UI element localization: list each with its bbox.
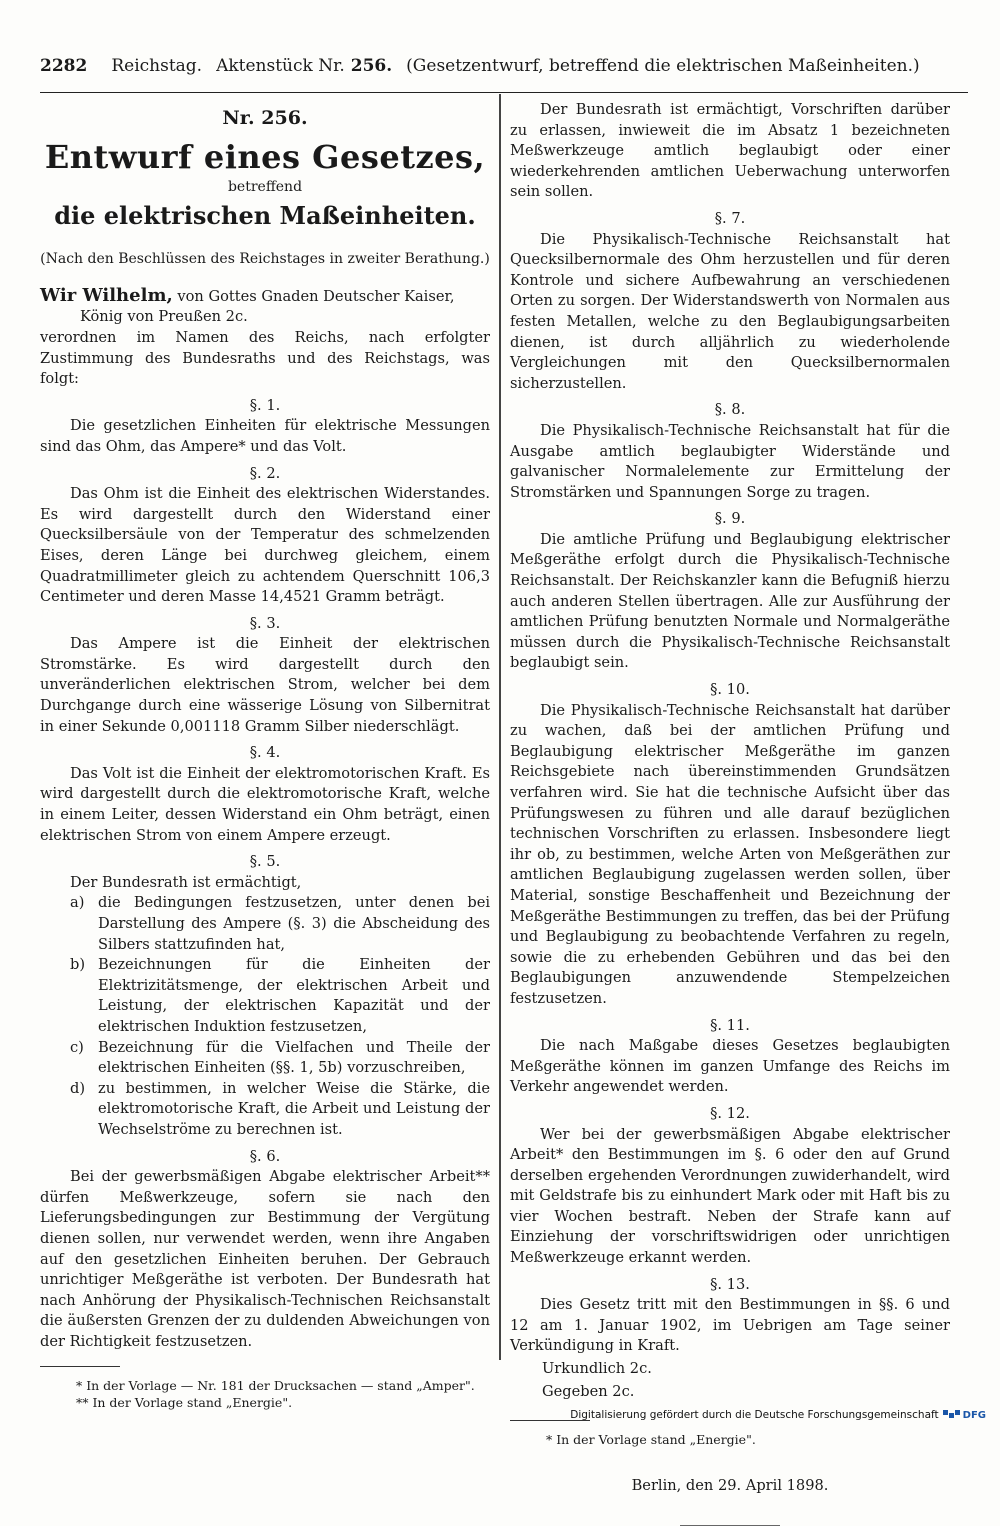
section-2-text: Das Ohm ist die Einheit des elektrischen Widerstandes. Es wird dargestellt durch den Widerstand einer Quecksilbersäule von der Temperatur des schmelzenden Eises, deren Länge bei durchweg gleichem, einem Quadratmillimeter gleich zu achtendem Querschnitt 106,3 Centimeter und deren Masse 14,4521 Gramm beträgt. [40, 485, 490, 606]
place-and-date: Berlin, den 29. April 1898. [631, 1477, 829, 1495]
dfg-logo-icon [943, 1410, 986, 1421]
footnote-1: * In der Vorlage — Nr. 181 der Drucksachen — stand „Amper". [76, 1378, 475, 1394]
document-subtitle: die elektrischen Maßeinheiten. [54, 201, 476, 231]
running-title-subject: (Gesetzentwurf, betreffend die elektrischen Maßeinheiten.) [406, 56, 920, 76]
section-5-list [40, 893, 490, 1140]
preamble-wir: Wir Wilhelm, [40, 284, 173, 306]
preamble-line-1 [40, 286, 490, 308]
procedural-note: (Nach den Beschlüssen des Reichstages in zweiter Berathung.) [40, 251, 490, 268]
section-4-text: Das Volt ist die Einheit der elektromotorischen Kraft. Es wird dargestellt durch die elektromotorische Kraft, welche in einem Leiter, dessen Widerstand ein Ohm beträgt, einen elektrischen Strom von einem Ampere erzeugt. [40, 764, 490, 844]
section-1-heading: §. 1. [249, 396, 281, 414]
section-6-text: Bei der gewerbsmäßigen Abgabe elektrischer Arbeit** dürfen Meßwerkzeuge, sofern sie nach den Lieferungsbedingungen zur Bestimmung der Vergütung dienen sollen, nur verwendet werden, wenn ihre Angaben auf den gesetzlichen Einheiten beruhen. Der Gebrauch unrichtiger Meßgeräthe ist verboten. Der Bundesrath hat nach Anhörung der Physikalisch-Technischen Reichsanstalt die äußersten Grenzen der zu duldenden Abweichungen von der Richtigkeit festzusetzen. [40, 1168, 490, 1350]
footnote-2: ** In der Vorlage stand „Energie". [76, 1395, 293, 1411]
list-item-text: Bezeichnungen für die Einheiten der Elektrizitätsmenge, der elektrischen Arbeit und Leistung, der elektrischen Kapazität und der elektrischen Induktion festzusetzen, [98, 956, 490, 1035]
section-9-text: Die amtliche Prüfung und Beglaubigung elektrischer Meßgeräthe erfolgt durch die Physikalisch-Technische Reichsanstalt. Der Reichskanzler kann die Befugniß hierzu auch anderen Stellen übertragen. Alle zur Ausführung der amtlichen Prüfung benutzten Normale und Normalgeräthe müssen durch die Physikalisch-Technische Reichsanstalt beglaubigt sein. [510, 530, 950, 672]
section-7-text: Die Physikalisch-Technische Reichsanstalt hat Quecksilbernormale des Ohm herzustellen und für deren Kontrole und sichere Aufbewahrung an verschiedenen Orten zu sorgen. Der Widerstandswerth von Normalen aus festen Metallen, welche zu den Beglaubigungsarbeiten dienen, ist durch alljährlich zu wiederholende Vergleichungen mit den Quecksilbernormalen sicherzustellen. [510, 230, 950, 392]
section-12-heading: §. 12. [710, 1104, 750, 1122]
list-item-text: zu bestimmen, in welcher Weise die Stärke, die elektromotorische Kraft, die Arbeit und Leistung der Wechselströme zu berechnen ist. [98, 1079, 490, 1138]
column-divider [499, 94, 501, 1360]
left-column [40, 100, 490, 1411]
footnote-right: * In der Vorlage stand „Energie". [546, 1432, 756, 1448]
footnote-rule [40, 1366, 120, 1367]
section-2-heading: §. 2. [249, 464, 281, 482]
section-5-intro: Der Bundesrath ist ermächtigt, [70, 873, 302, 891]
list-item-label: d) [70, 1079, 86, 1097]
betreffend-label: betreffend [227, 178, 303, 195]
running-title-aktenstueck: Aktenstück Nr. [216, 56, 345, 76]
dfg-squares-icon [943, 1410, 961, 1421]
preamble-line-3: verordnen im Namen des Reichs, nach erfolgter Zustimmung des Bundesraths und des Reichstags, was folgt: [40, 328, 490, 388]
section-6-continuation: Der Bundesrath ist ermächtigt, Vorschriften darüber zu erlassen, inwieweit die im Absatz 1 bezeichneten Meßwerkzeuge amtlich beglaubigt oder einer wiederkehrenden amtlichen Ueberwachung unterworfen sein sollen. [510, 101, 950, 201]
digitization-credit [570, 1409, 986, 1421]
list-item-label: c) [70, 1038, 84, 1056]
document-number: Nr. 256. [222, 107, 308, 129]
list-item-label: b) [70, 956, 86, 974]
list-item [70, 893, 490, 955]
list-item-text: die Bedingungen festzusetzen, unter denen bei Darstellung des Ampere (§. 3) die Abscheidung des Silbers stattzufinden hat, [98, 894, 490, 953]
credit-text: Digitalisierung gefördert durch die Deutsche Forschungsgemeinschaft [570, 1409, 939, 1421]
section-13-text: Dies Gesetz tritt mit den Bestimmungen in §§. 6 und 12 am 1. Januar 1902, im Uebrigen am Tage seiner Verkündigung in Kraft. [510, 1296, 950, 1355]
section-13-heading: §. 13. [710, 1275, 750, 1293]
running-title-number: 256. [350, 56, 393, 76]
list-item-text: Bezeichnung für die Vielfachen und Theile der elektrischen Einheiten (§§. 1, 5b) vorzuschreiben, [98, 1038, 490, 1077]
section-6-heading: §. 6. [249, 1147, 281, 1165]
section-8-heading: §. 8. [714, 401, 746, 419]
list-item-label: a) [70, 894, 85, 912]
section-3-text: Das Ampere ist die Einheit der elektrischen Stromstärke. Es wird dargestellt durch den unveränderlichen elektrischen Strom, welcher bei dem Durchgange durch eine wässerige Lösung von Silbernitrat in einer Sekunde 0,001118 Gramm Silber niederschlägt. [40, 635, 490, 735]
section-5-heading: §. 5. [249, 853, 281, 871]
right-column [510, 100, 950, 1526]
section-9-heading: §. 9. [714, 510, 746, 528]
running-header [40, 56, 968, 93]
section-10-text: Die Physikalisch-Technische Reichsanstalt hat darüber zu wachen, daß bei der amtlichen Prüfung und Beglaubigung elektrischer Meßgeräthe im ganzen Reichsgebiete nach übereinstimmenden Grundsätzen verfahren wird. Sie hat die technische Aufsicht über das Prüfungswesen zu führen und alle darauf bezüglichen technischen Vorschriften zu erlassen. Insbesondere liegt ihr ob, zu bestimmen, welche Arten von Meßgeräthen zur amtlichen Beglaubigung zugelassen werden sollen, über Material, sonstige Beschaffenheit und Bezeichnung der Meßgeräthe Bestimmungen zu treffen, das bei der Prüfung und Beglaubigung zu beobachtende Verfahren zu regeln, sowie die zu erhebenden Gebühren und das bei den Beglaubigungen anzuwendende Stempelzeichen festzusetzen. [510, 701, 950, 1007]
section-8-text: Die Physikalisch-Technische Reichsanstalt hat für die Ausgabe amtlich beglaubigter Widerstände und galvanischer Normalelemente zur Ermittelung der Stromstärken und Spannungen Sorge zu tragen. [510, 421, 950, 501]
signature-urkundlich: Urkundlich 2c. [542, 1360, 652, 1378]
document-title: Entwurf eines Gesetzes, [44, 137, 486, 176]
list-item [70, 955, 490, 1037]
section-3-heading: §. 3. [249, 614, 281, 632]
preamble-line-2: König von Preußen 2c. [80, 308, 248, 326]
section-4-heading: §. 4. [249, 744, 281, 762]
section-11-text: Die nach Maßgabe dieses Gesetzes beglaubigten Meßgeräthe können im ganzen Umfange des Reichs im Verkehr angewendet werden. [510, 1037, 950, 1096]
list-item [70, 1038, 490, 1079]
dfg-logo-text: DFG [962, 1409, 986, 1421]
running-title-reichstag: Reichstag. [111, 56, 203, 76]
section-1-text: Die gesetzlichen Einheiten für elektrische Messungen sind das Ohm, das Ampere* und das Volt. [40, 417, 490, 455]
section-10-heading: §. 10. [710, 681, 750, 699]
list-item [70, 1079, 490, 1141]
page-number: 2282 [40, 56, 88, 76]
section-11-heading: §. 11. [710, 1016, 750, 1034]
preamble-title: von Gottes Gnaden Deutscher Kaiser, [172, 287, 455, 305]
section-12-text: Wer bei der gewerbsmäßigen Abgabe elektrischer Arbeit* den Bestimmungen im §. 6 oder den auf Grund derselben ergehenden Verordnungen zuwiderhandelt, wird mit Geldstrafe bis zu einhundert Mark oder mit Haft bis zu vier Wochen bestraft. Neben der Strafe kann auf Einziehung der vorschriftswidrigen oder unrichtigen Meßwerkzeuge erkannt werden. [510, 1125, 950, 1267]
section-7-heading: §. 7. [714, 209, 746, 227]
signature-gegeben: Gegeben 2c. [542, 1382, 635, 1400]
